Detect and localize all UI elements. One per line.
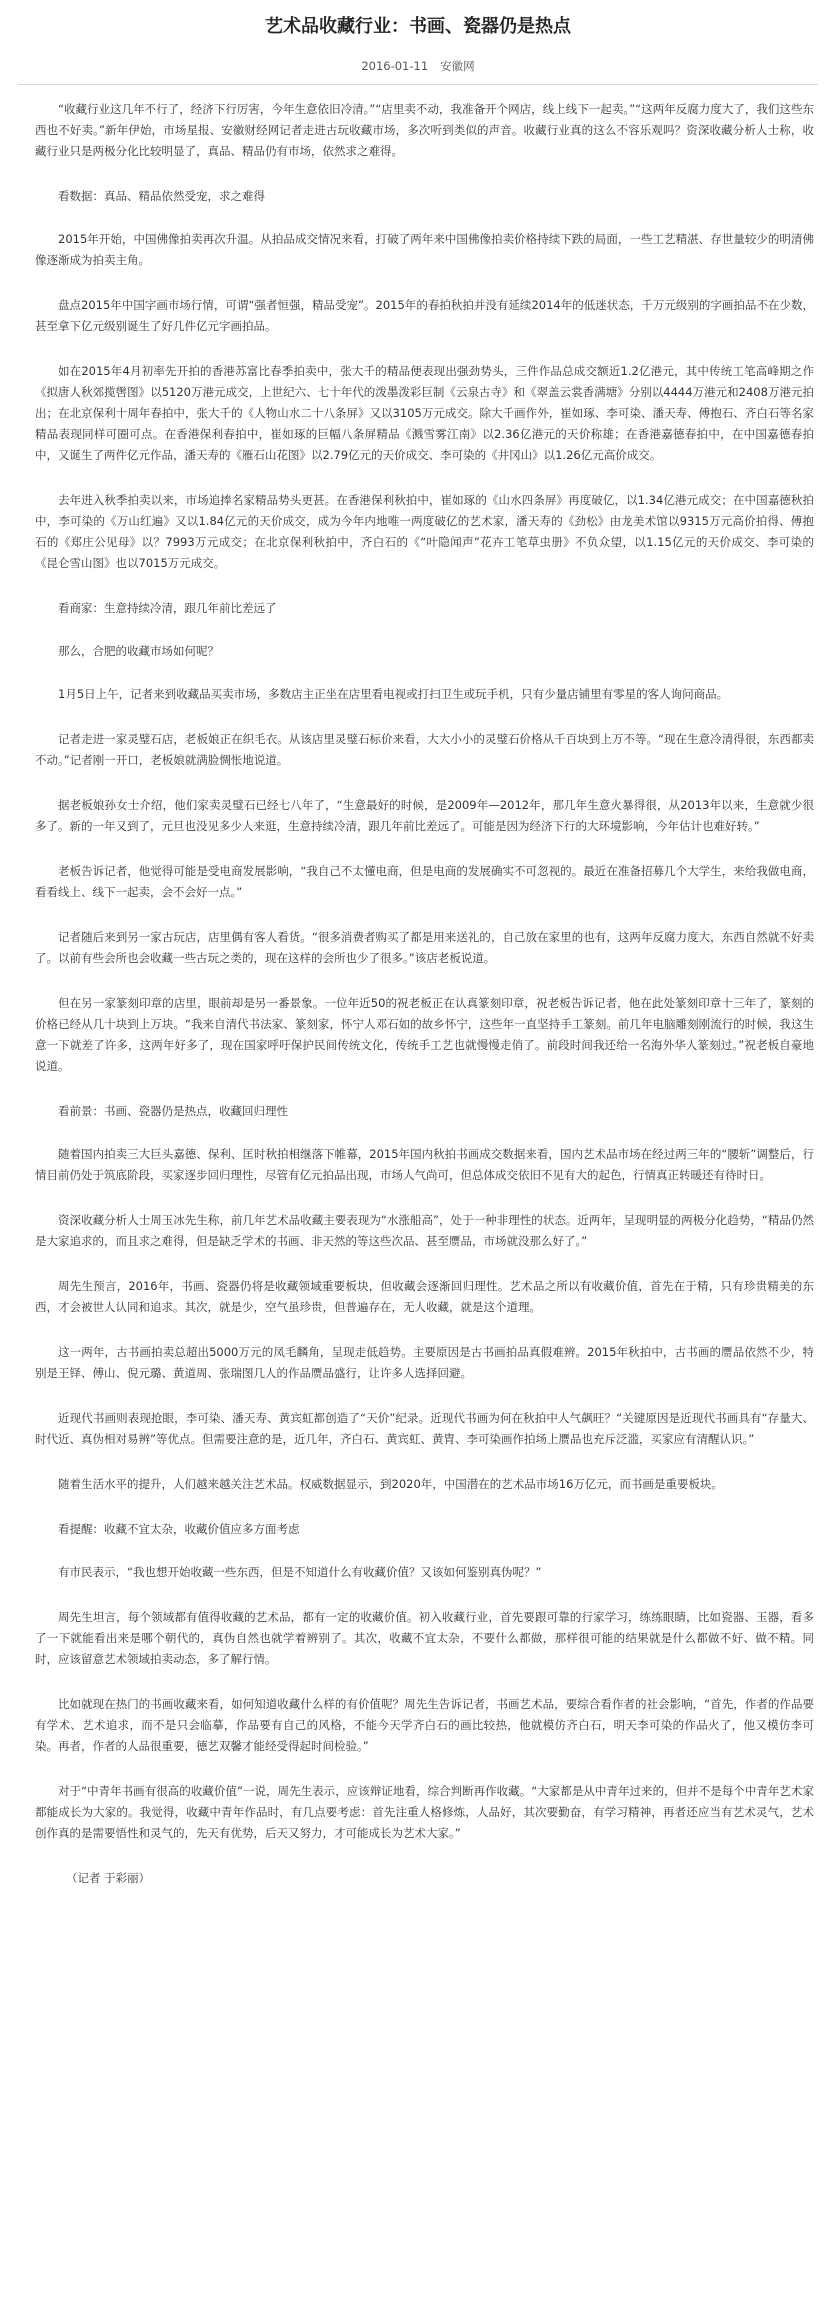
paragraph: 这一两年，古书画拍卖总超出5000万元的凤毛麟角，呈现走低趋势。主要原因是古书画拍品真假难辨。2015年秋拍中，古书画的赝品依然不少，特别是王铎、傅山、倪元璐、黄道周、张瑞图几人的作品赝品盛行，让许多人选择回避。: [35, 1345, 814, 1380]
paragraph: 对于“中青年书画有很高的收藏价值”一说，周先生表示，应该辩证地看，综合判断再作收藏。“大家都是从中青年过来的，但并不是每个中青年艺术家都能成长为大家的。我觉得，收藏中青年作品时，有几点要考虑：首先注重人格修炼，人品好，其次要勤奋，有学习精神，再者还应当有艺术灵气，艺术创作真的是需要悟性和灵气的，先天有优势，后天又努力，才可能成长为艺术大家。”: [35, 1784, 814, 1840]
paragraph: 周先生预言，2016年，书画、瓷器仍将是收藏领域重要板块，但收藏会逐渐回归理性。艺术品之所以有收藏价值，首先在于精，只有珍贵精美的东西，才会被世人认同和追求。其次，就是少，空气虽珍贵，但普遍存在，无人收藏，就是这个道理。: [35, 1279, 814, 1314]
paragraph: 去年进入秋季拍卖以来，市场追捧名家精品势头更甚。在香港保利秋拍中，崔如琢的《山水四条屏》再度破亿，以1.34亿港元成交；在中国嘉德秋拍中，李可染的《万山红遍》又以1.84亿元的天价成交，成为今年内地唯一两度破亿的艺术家，潘天寿的《劲松》由龙美术馆以9315万元高价拍得、傅抱石的《郑庄公见母》以？7993万元成交；在北京保利秋拍中，齐白石的《“叶隐闻声”花卉工笔草虫册》不负众望，以1.15亿元的天价成交、李可染的《昆仑雪山图》也以7015万元成交。: [35, 493, 814, 570]
paragraph: 有市民表示，“我也想开始收藏一些东西，但是不知道什么有收藏价值？又该如何鉴别真伪呢？”: [58, 1565, 542, 1579]
section-heading: 看提醒：收藏不宜太杂，收藏价值应多方面考虑: [58, 1522, 300, 1536]
paragraph: 近现代书画则表现抢眼，李可染、潘天寿、黄宾虹都创造了“天价”纪录。近现代书画为何在秋拍中人气飙旺？“关键原因是近现代书画具有“存量大、时代近、真伪相对易辨”等优点。但需要注意的是，近几年，齐白石、黄宾虹、黄胄、李可染画作拍场上赝品也充斥泛滥，买家应有清醒认识。”: [35, 1411, 814, 1446]
paragraph: “收藏行业这几年不行了，经济下行厉害，今年生意依旧冷清。”“店里卖不动，我准备开个网店，线上线下一起卖。”“这两年反腐力度大了，我们这些东西也不好卖。”新年伊始，市场星报、安徽财经网记者走进古玩收藏市场，多次听到类似的声音。收藏行业真的这么不容乐观吗？资深收藏分析人士称，收藏行业只是两极分化比较明显了，真品、精品仍有市场，依然求之难得。: [35, 102, 814, 158]
section-heading: 看数据：真品、精品依然受宠，求之难得: [58, 189, 265, 203]
paragraph: 盘点2015年中国字画市场行情，可谓“强者恒强，精品受宠”。2015年的春拍秋拍并没有延续2014年的低迷状态，千万元级别的字画拍品不在少数，甚至拿下亿元级别诞生了好几件亿元字画拍品。: [35, 298, 814, 333]
publish-date: 2016-01-11: [361, 59, 429, 73]
paragraph: 周先生坦言，每个领域都有值得收藏的艺术品，都有一定的收藏价值。初入收藏行业，首先要跟可靠的行家学习，练练眼睛，比如瓷器、玉器，看多了一下就能看出来是哪个朝代的，真伪自然也就学着辨别了。其次，收藏不宜太杂，不要什么都做，那样很可能的结果就是什么都做不好、做不精。同时，应该留意艺术领域拍卖动态，多了解行情。: [35, 1610, 814, 1666]
paragraph: 据老板娘孙女士介绍，他们家卖灵璧石已经七八年了，“生意最好的时候，是2009年—2012年，那几年生意火暴得很，从2013年以来，生意就少很多了。新的一年又到了，元旦也没见多少人来逛，生意持续冷清，跟几年前比差远了。可能是因为经济下行的大环境影响，今年估计也难好转。”: [35, 798, 814, 833]
section-heading: 看商家：生意持续冷清，跟几年前比差远了: [58, 601, 277, 615]
paragraph: 记者随后来到另一家古玩店，店里偶有客人看货。“很多消费者购买了都是用来送礼的，自己放在家里的也有，这两年反腐力度大，东西自然就不好卖了。以前有些会所也会收藏一些古玩之类的，现在这样的会所也少了很多。”该店老板说道。: [35, 930, 814, 965]
paragraph: 随着生活水平的提升，人们越来越关注艺术品。权威数据显示，到2020年，中国潜在的艺术品市场16万亿元，而书画是重要板块。: [58, 1477, 723, 1491]
paragraph: 老板告诉记者，他觉得可能是受电商发展影响，“我自己不太懂电商，但是电商的发展确实不可忽视的。最近在准备招募几个大学生，来给我做电商，看看线上、线下一起卖，会不会好一点。”: [35, 864, 814, 899]
reporter-byline: （记者 于彩丽）: [66, 1871, 151, 1885]
paragraph: 资深收藏分析人士周玉冰先生称，前几年艺术品收藏主要表现为“水涨船高”，处于一种非理性的状态。近两年，呈现明显的两极分化趋势，“精品仍然是大家追求的，而且求之难得，但是缺乏学术的书画、非天然的等这些次品、甚至赝品，市场就没那么好了。”: [35, 1213, 814, 1248]
paragraph: 随着国内拍卖三大巨头嘉德、保利、匡时秋拍相继落下帷幕，2015年国内秋拍书画成交数据来看，国内艺术品市场在经过两三年的“腰斩”调整后，行情目前仍处于筑底阶段，买家逐步回归理性，尽管有亿元拍品出现，市场人气尚可，但总体成交依旧不见有大的起色，行情真正转暖还有待时日。: [35, 1147, 814, 1182]
article-body: [18, 99, 818, 1889]
title-divider: [18, 84, 818, 85]
article-source: 安徽网: [440, 59, 475, 73]
paragraph: 那么，合肥的收藏市场如何呢？: [58, 644, 219, 658]
paragraph: 2015年开始，中国佛像拍卖再次升温。从拍品成交情况来看，打破了两年来中国佛像拍卖价格持续下跌的局面，一些工艺精湛、存世量较少的明清佛像逐渐成为拍卖主角。: [35, 232, 814, 267]
paragraph: 记者走进一家灵璧石店，老板娘正在织毛衣。从该店里灵璧石标价来看，大大小小的灵璧石价格从千百块到上万不等。“现在生意冷清得很，东西都卖不动。”记者刚一开口，老板娘就满脸惆怅地说道。: [35, 732, 814, 767]
article-title: 艺术品收藏行业：书画、瓷器仍是热点: [265, 16, 571, 37]
article-meta: [18, 58, 818, 74]
paragraph: 比如就现在热门的书画收藏来看，如何知道收藏什么样的有价值呢？周先生告诉记者，书画艺术品，要综合看作者的社会影响，“首先，作者的作品要有学术、艺术追求，而不是只会临摹，作品要有自己的风格，不能今天学齐白石的画比较热，他就模仿齐白石，明天李可染的作品火了，他又模仿李可染。再者，作者的人品很重要，德艺双馨才能经受得起时间检验。”: [35, 1697, 814, 1753]
paragraph: 如在2015年4月初率先开拍的香港苏富比春季拍卖中，张大千的精品便表现出强劲势头，三件作品总成交额近1.2亿港元，其中传统工笔高峰期之作《拟唐人秋郊揽辔图》以5120万港元成交，上世纪六、七十年代的泼墨泼彩巨制《云泉古寺》和《翠盖云裳香满塘》分别以4444万港元和2408万港元拍出；在北京保利十周年春拍中，张大千的《人物山水二十八条屏》又以3105万元成交。除大千画作外，崔如琢、李可染、潘天寿、傅抱石、齐白石等名家精品表现同样可圈可点。在香港保利春拍中，崔如琢的巨幅八条屏精品《溅雪雾江南》以2.36亿港元的天价称雄；在香港嘉德春拍中，在中国嘉德春拍中，又诞生了两件亿元作品，潘天寿的《雁石山花图》以2.79亿元的天价成交、李可染的《井冈山》以1.26亿元高价成交。: [35, 364, 814, 462]
paragraph: 1月5日上午，记者来到收藏品买卖市场，多数店主正坐在店里看电视或打扫卫生或玩手机，只有少量店铺里有零星的客人询问商品。: [58, 687, 729, 701]
section-heading: 看前景：书画、瓷器仍是热点，收藏回归理性: [58, 1104, 288, 1118]
paragraph: 但在另一家篆刻印章的店里，眼前却是另一番景象。一位年近50的祝老板正在认真篆刻印章，祝老板告诉记者，他在此处篆刻印章十三年了，篆刻的价格已经从几十块到上万块。“我来自清代书法家、篆刻家，怀宁人邓石如的故乡怀宁，这些年一直坚持手工篆刻。前几年电脑雕刻刚流行的时候，我这生意一下就差了许多，这两年好多了，现在国家呼吁保护民间传统文化，传统手工艺也就慢慢走俏了。前段时间我还给一名海外华人篆刻过。”祝老板自豪地说道。: [35, 996, 814, 1073]
